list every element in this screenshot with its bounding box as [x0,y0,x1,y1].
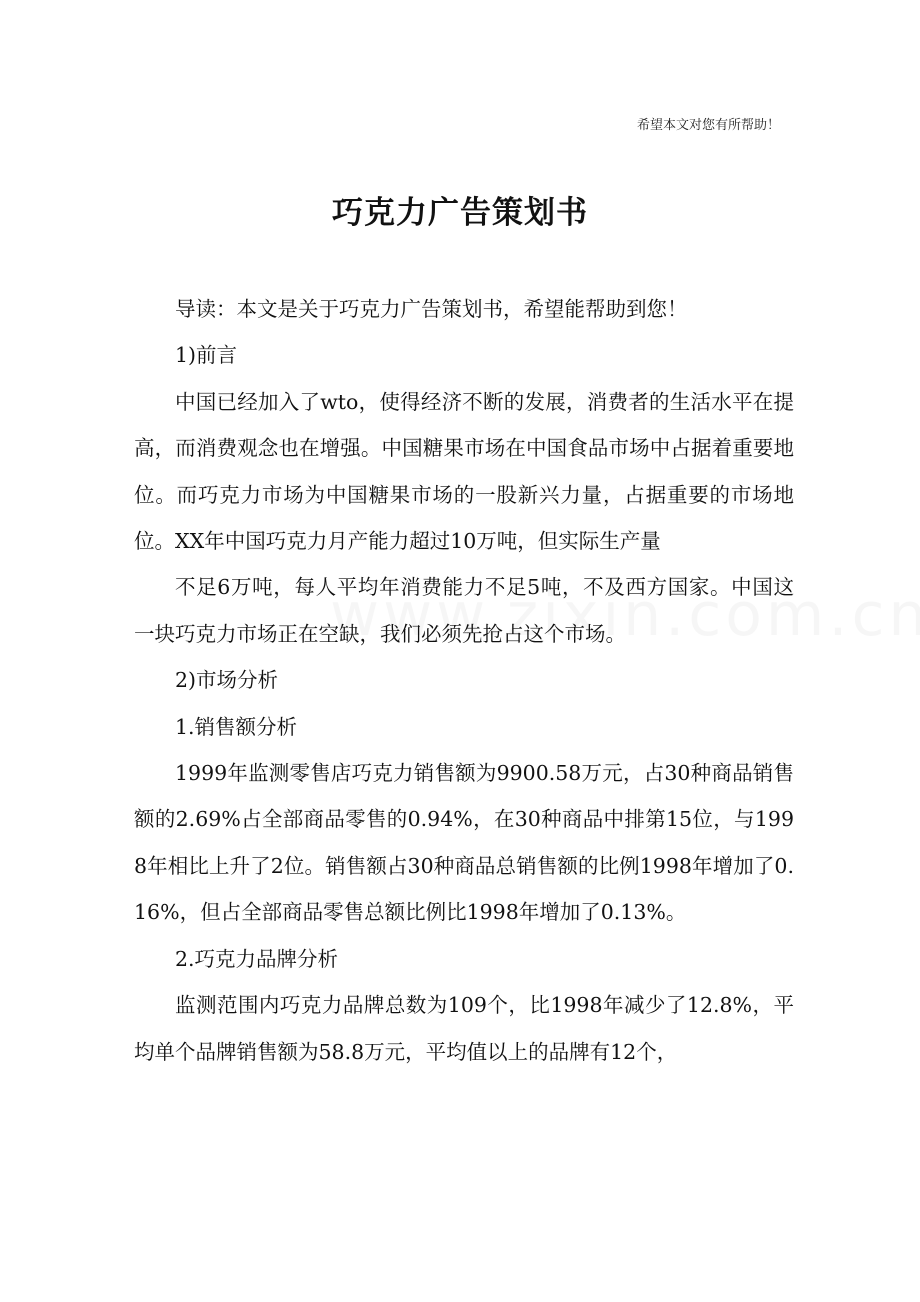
header-note: 希望本文对您有所帮助！ [636,118,780,133]
document-title: 巧克力广告策划书 [332,195,588,231]
body-paragraph: 不足6万吨，每人平均年消费能力不足5吨，不及西方国家。中国这一块巧克力市场正在空缺，我们必须先抢占这个市场。 [134,575,794,646]
document-body [134,286,794,1075]
subsection-heading-sales: 1.销售额分析 [175,714,298,739]
intro-paragraph: 导读：本文是关于巧克力广告策划书，希望能帮助到您！ [175,297,688,321]
section-heading-preface: 1)前言 [175,343,238,368]
body-paragraph: 1999年监测零售店巧克力销售额为9900.58万元，占30种商品销售额的2.69%占全部商品零售的0.94%，在30种商品中排第15位，与1998年相比上升了2位。销售额占30种商品总销售额的比例1998年增加了0.16%，但占全部商品零售总额比例比1998年增加了0.13%。 [134,761,794,925]
body-paragraph: 监测范围内巧克力品牌总数为109个，比1998年减少了12.8%，平均单个品牌销售额为58.8万元，平均值以上的品牌有12个， [134,993,794,1064]
body-paragraph: 中国已经加入了wto，使得经济不断的发展，消费者的生活水平在提高，而消费观念也在增强。中国糖果市场在中国食品市场中占据着重要地位。而巧克力市场为中国糖果市场的一股新兴力量，占据重要的市场地位。XX年中国巧克力月产能力超过10万吨，但实际生产量 [134,389,794,554]
subsection-heading-brand: 2.巧克力品牌分析 [175,946,339,971]
section-heading-market-analysis: 2)市场分析 [175,668,279,693]
